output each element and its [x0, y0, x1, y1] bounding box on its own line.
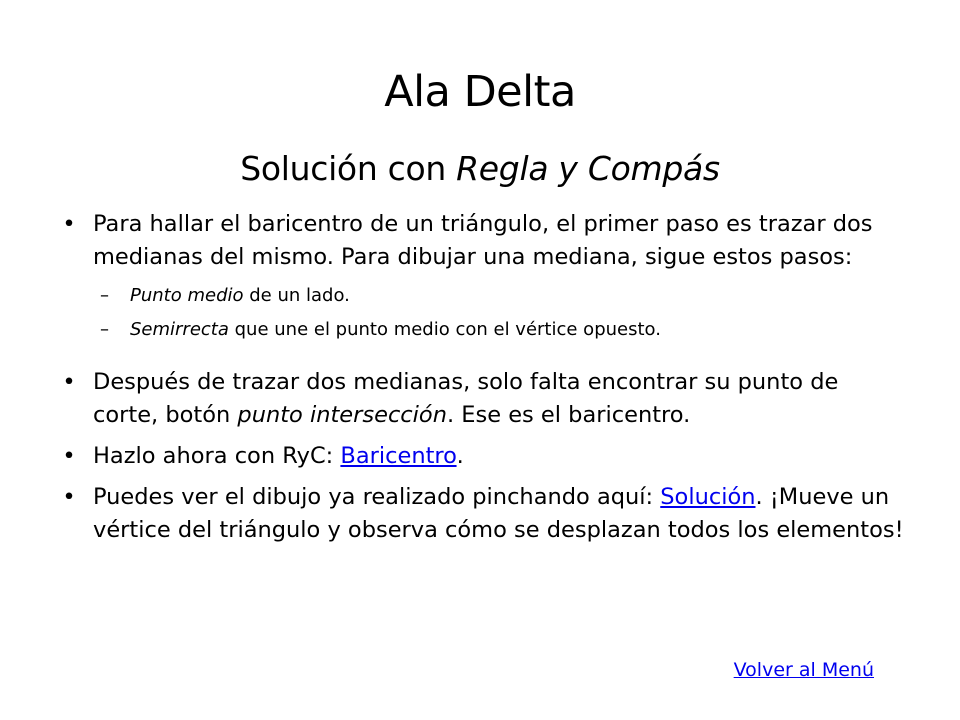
solucion-link[interactable]: Solución: [660, 484, 756, 510]
sub-bullet-dash: –: [100, 319, 109, 340]
bullet-dot: •: [62, 443, 76, 469]
bullet-punto-corte: [60, 366, 910, 432]
bullet-text: Después de trazar dos medianas, solo falta encontrar su punto de corte, botón: [93, 369, 839, 428]
subtitle-prefix: Solución con: [240, 149, 457, 188]
sub-bullet-semirrecta: [60, 318, 910, 342]
bullet-baricentro-intro: [60, 208, 910, 274]
slide-content: [60, 208, 910, 547]
sub-bullet-italic: Punto medio: [130, 285, 244, 306]
bullet-hazlo-ahora: [60, 440, 910, 473]
bullet-text: Para hallar el baricentro de un triángulo, el primer paso es trazar dos medianas del mismo. Para dibujar una mediana, sigue estos pasos:: [93, 211, 873, 270]
bullet-italic: punto intersección: [237, 402, 447, 428]
bullet-text: Hazlo ahora con RyC:: [93, 443, 341, 469]
sub-bullet-dash: –: [100, 285, 109, 306]
bullet-text: . ¡Mueve un vértice del triángulo y observa cómo se desplazan todos los elementos!: [93, 484, 904, 543]
sub-bullet-text: que une el punto medio con el vértice opuesto.: [228, 319, 661, 340]
back-to-menu-link[interactable]: Volver al Menú: [733, 659, 874, 681]
sub-bullet-italic: Semirrecta: [130, 319, 229, 340]
bullet-dot: •: [62, 369, 76, 395]
sub-bullet-punto-medio: [60, 284, 910, 308]
bullet-text: Puedes ver el dibujo ya realizado pinchando aquí:: [93, 484, 661, 510]
subtitle-italic: Regla y Compás: [456, 149, 720, 188]
bullet-dot: •: [62, 211, 76, 237]
bullet-solucion: [60, 481, 910, 547]
slide-title: Ala Delta: [384, 67, 576, 117]
bullet-text: . Ese es el baricentro.: [446, 402, 691, 428]
baricentro-link[interactable]: Baricentro: [340, 443, 457, 469]
slide-subtitle: [0, 144, 960, 194]
sub-bullet-text: de un lado.: [243, 285, 350, 306]
bullet-text: .: [456, 443, 464, 469]
bullet-dot: •: [62, 484, 76, 510]
